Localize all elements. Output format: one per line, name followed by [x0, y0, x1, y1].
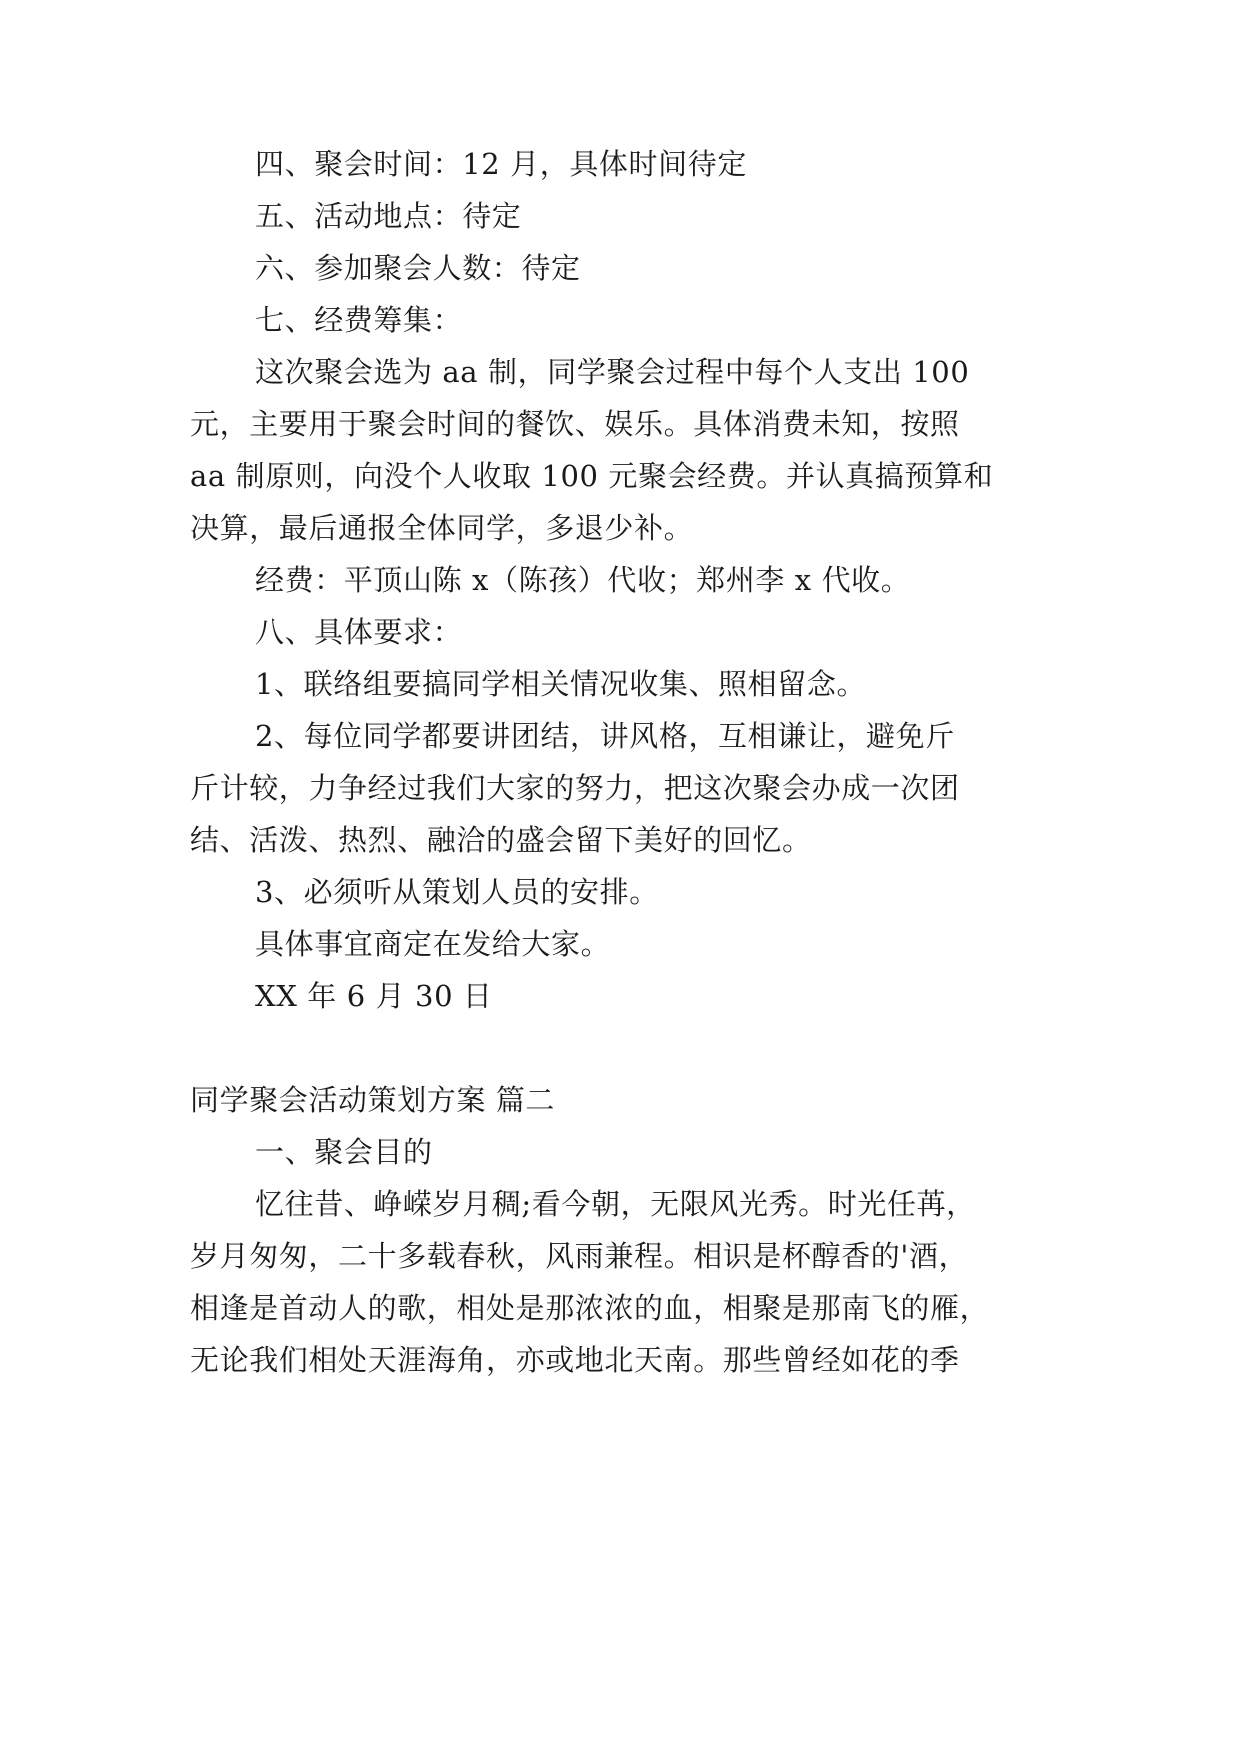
purpose-paragraph-line: 岁月匆匆，二十多载春秋，风雨兼程。相识是杯醇香的'酒，	[190, 1239, 969, 1273]
funding-paragraph-line: 这次聚会选为 aa 制，同学聚会过程中每个人支出 100	[255, 355, 970, 389]
funding-paragraph-line: 元，主要用于聚会时间的餐饮、娱乐。具体消费未知，按照	[190, 407, 960, 441]
purpose-paragraph-line: 无论我们相处天涯海角，亦或地北天南。那些曾经如花的季	[190, 1343, 960, 1377]
requirement-2-line: 斤计较，力争经过我们大家的努力，把这次聚会办成一次团	[190, 771, 960, 805]
requirement-3: 3、必须听从策划人员的安排。	[255, 875, 659, 909]
purpose-paragraph-line: 忆往昔、峥嵘岁月稠;看今朝，无限风光秀。时光任苒，	[255, 1187, 976, 1221]
item-funding: 七、经费筹集：	[255, 303, 463, 337]
requirement-2-line: 结、活泼、热烈、融洽的盛会留下美好的回忆。	[190, 823, 812, 857]
requirement-2-line: 2、每位同学都要讲团结，讲风格，互相谦让，避免斤	[255, 719, 955, 753]
item-meeting-time: 四、聚会时间：12 月，具体时间待定	[255, 147, 747, 181]
purpose-paragraph-line: 相逢是首动人的歌，相处是那浓浓的血，相聚是那南飞的雁，	[190, 1291, 990, 1325]
section-title: 同学聚会活动策划方案 篇二	[190, 1083, 556, 1117]
item-requirements: 八、具体要求：	[255, 615, 463, 649]
requirement-1: 1、联络组要搞同学相关情况收集、照相留念。	[255, 667, 867, 701]
funding-paragraph-line: aa 制原则，向没个人收取 100 元聚会经费。并认真搞预算和	[190, 459, 994, 493]
closing-note: 具体事宜商定在发给大家。	[255, 927, 611, 961]
item-attendee-count: 六、参加聚会人数：待定	[255, 251, 581, 285]
funding-collector: 经费：平顶山陈 x（陈孩）代收；郑州李 x 代收。	[255, 563, 911, 597]
purpose-heading: 一、聚会目的	[255, 1135, 433, 1169]
item-location: 五、活动地点：待定	[255, 199, 522, 233]
funding-paragraph-line: 决算，最后通报全体同学，多退少补。	[190, 511, 694, 545]
document-date: XX 年 6 月 30 日	[255, 979, 493, 1013]
